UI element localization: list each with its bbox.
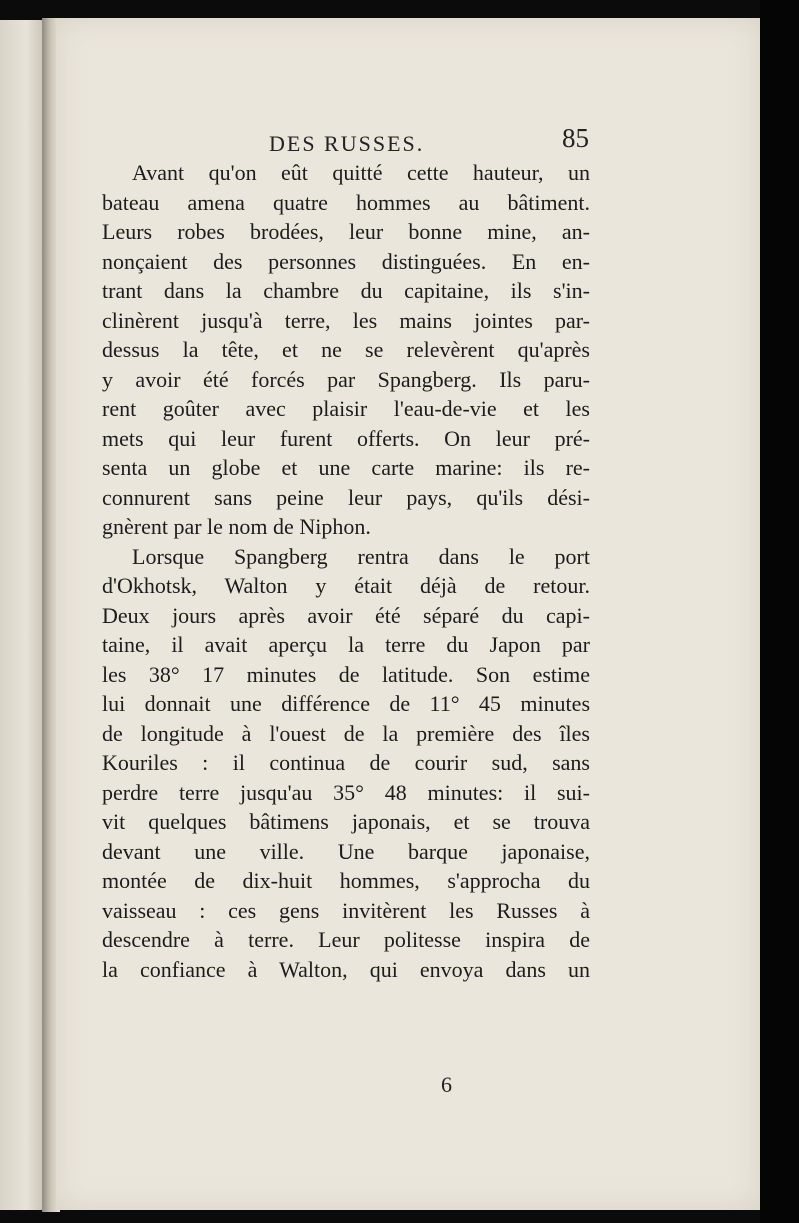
text-line: les 38° 17 minutes de latitude. Son estime: [102, 661, 590, 687]
text-line: taine, il avait aperçu la terre du Japon par: [102, 632, 590, 657]
text-line: montée de dix-huit hommes, s'approcha du: [102, 868, 590, 893]
text-line: dessus la tête, et ne se relevèrent qu'après: [102, 337, 590, 362]
page-header: [56, 123, 760, 163]
text-line: senta un globe et une carte marine: ils re-: [102, 455, 590, 480]
scan-border: [760, 0, 799, 1223]
text-line: nonçaient des personnes distinguées. En en-: [102, 248, 590, 274]
text-line: trant dans la chambre du capitaine, ils s'in-: [102, 278, 590, 303]
text-line: Lorsque Spangberg rentra dans le port: [132, 543, 590, 569]
page-number: 85: [562, 123, 589, 153]
text-line: clinèrent jusqu'à terre, les mains jointes par-: [102, 307, 590, 333]
text-line: la confiance à Walton, qui envoya dans un: [102, 956, 590, 982]
paragraph-1: [102, 158, 590, 542]
text-line: Kouriles : il continua de courir sud, sans: [102, 750, 590, 775]
text-line: gnèrent par le nom de Niphon.: [102, 514, 371, 539]
text-line: mets qui leur furent offerts. On leur pré-: [102, 425, 590, 451]
text-line: lui donnait une différence de 11° 45 minutes: [102, 691, 590, 716]
text-line: connurent sans peine leur pays, qu'ils dési-: [102, 484, 590, 510]
text-line: devant une ville. Une barque japonaise,: [102, 838, 590, 864]
body-text: [102, 158, 590, 984]
previous-page-edge: [0, 20, 44, 1210]
text-line: Avant qu'on eût quitté cette hauteur, un: [132, 160, 590, 185]
text-line: descendre à terre. Leur politesse inspira de: [102, 927, 590, 952]
text-line: Leurs robes brodées, leur bonne mine, an-: [102, 219, 590, 244]
text-line: d'Okhotsk, Walton y était déjà de retour.: [102, 573, 590, 598]
book-page: [56, 18, 760, 1210]
text-line: vaisseau : ces gens invitèrent les Russes à: [102, 897, 590, 923]
signature-mark: 6: [441, 1072, 452, 1097]
text-line: vit quelques bâtimens japonais, et se trouva: [102, 809, 590, 834]
text-line: Deux jours après avoir été séparé du capi-: [102, 602, 590, 628]
text-line: rent goûter avec plaisir l'eau-de-vie et les: [102, 396, 590, 421]
running-head: DES RUSSES.: [269, 131, 425, 156]
text-line: y avoir été forcés par Spangberg. Ils paru-: [102, 366, 590, 392]
text-line: bateau amena quatre hommes au bâtiment.: [102, 189, 590, 215]
paragraph-2: [102, 542, 590, 985]
text-line: perdre terre jusqu'au 35° 48 minutes: il sui-: [102, 779, 590, 805]
text-line: de longitude à l'ouest de la première des îles: [102, 720, 590, 746]
